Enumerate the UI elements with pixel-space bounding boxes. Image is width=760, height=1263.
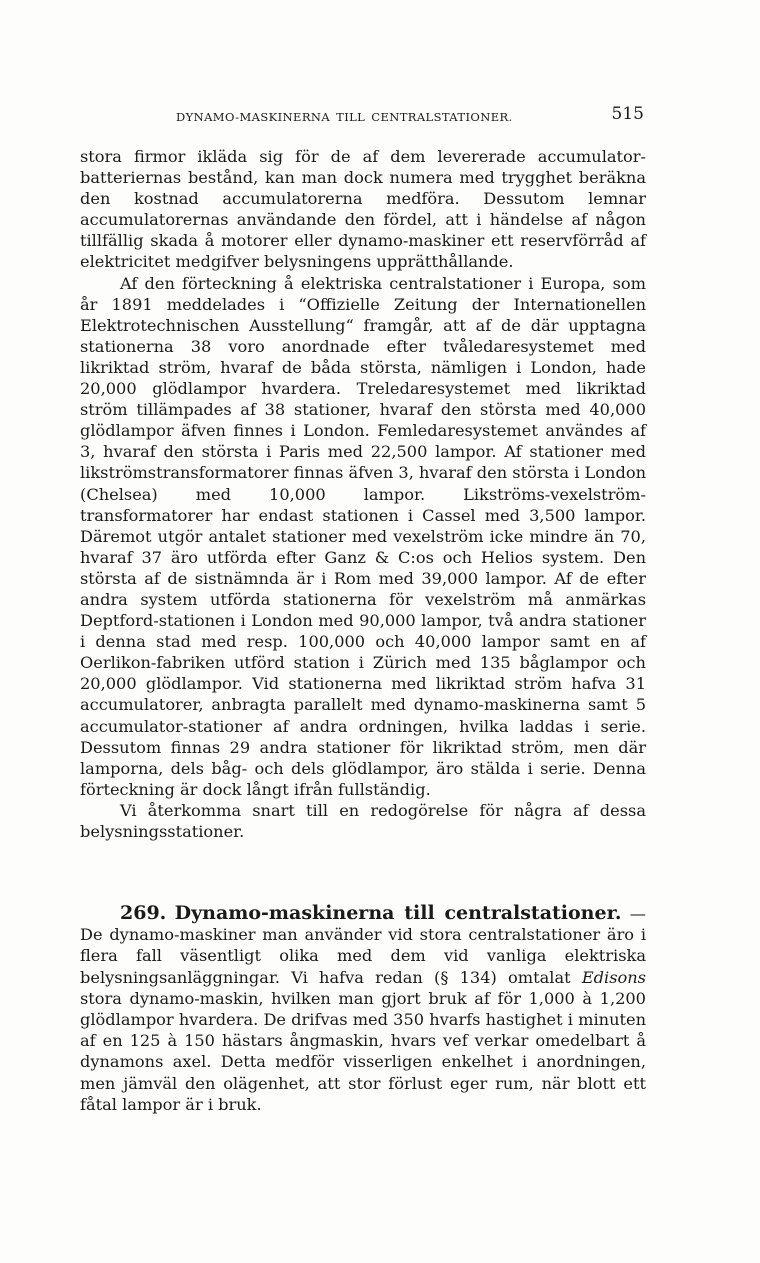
section-paragraph — [80, 903, 646, 1115]
section-text-start: De dynamo-maskiner man använder vid stora centralstationer äro i flera fall väsentligt olika med dem vid vanliga elektriska belysningsanläggningar. Vi hafva redan (§ 134) omtalat — [80, 925, 646, 987]
paragraph-return-note: Vi återkomma snart till en redogörelse för några af dessa belysningsstationer. — [80, 800, 646, 841]
paragraph-centralstations-list: Af den förteckning å elektriska centralstationer i Europa, som år 1891 meddelades i “Offizielle Zeitung der Internationellen Elektrotechnischen Ausstellung“ framgår, att af de där upptagna stationerna 38 voro anordnade efter tvåledaresystemet med likriktad ström, hvaraf de båda största, nämligen i London, hade 20,000 glödlampor hvardera. Treledaresystemet med likriktad ström tillämpades af 38 stationer, hvaraf den största med 40,000 glödlampor äfven finnes i London. Femledaresystemet användes af 3, hvaraf den största i Paris med 22,500 lampor. Af stationer med likströmstransformatorer finnas äfven 3, hvaraf den största i London (Chelsea) med 10,000 lampor. Likströms-vexelström-transformatorer har endast stationen i Cassel med 3,500 lampor. Däremot utgör antalet stationer med vexelström icke mindre än 70, hvaraf 37 äro utförda efter Ganz & C:os och Helios system. Den största af de sistnämnda är i Rom med 39,000 lampor. Af de efter andra system utförda stationerna för vexelström må anmärkas Deptford-stationen i London med 90,000 lampor, två andra stationer i denna stad med resp. 100,000 och 40,000 lampor samt en af Oerlikon-fabriken utförd station i Zürich med 135 båglampor och 20,000 glödlampor. Vid stationerna med likriktad ström hafva 31 accumulatorer, anbragta parallelt med dynamo-maskinerna samt 5 accumulator-stationer af andra ordningen, hvilka laddas i serie. Dessutom finnas 29 andra stationer för likriktad ström, men där lamporna, dels båg- och dels glödlampor, äro stälda i serie. Denna förteckning är dock långt ifrån fullständig. — [80, 273, 646, 799]
page-header — [80, 104, 646, 128]
italic-name-edisons: Edisons — [581, 967, 646, 987]
page-number: 515 — [611, 104, 644, 124]
section-text-end: stora dynamo-maskin, hvilken man gjort bruk af för 1,000 à 1,200 glödlampor hvardera. De drifvas med 350 hvarfs hastighet i minuten af en 125 à 150 hästars ångmaskin, hvars vef verkar omedelbart å dynamons axel. Detta medför visserligen enkelhet i anordningen, men jämväl den olägenhet, att stor förlust eger rum, när blott ett fåtal lampor är i bruk. — [80, 988, 646, 1114]
paragraph-continuation: stora firmor ikläda sig för de af dem levererade accumulator-batteriernas bestånd, kan man dock numera med trygghet beräkna den kostnad accumulatorerna medföra. Dessutom lemnar accumulatorernas användande den fördel, att i händelse af någon tillfällig skada å motorer eller dynamo-maskiner ett reservförråd af elektricitet medgifver belysningens upprätthållande. — [80, 147, 646, 272]
section-number: 269. — [120, 902, 167, 924]
section-title: Dynamo-maskinerna till centralstationer. — [174, 902, 622, 924]
section-269 — [80, 903, 646, 1115]
running-head: DYNAMO-MASKINERNA TILL CENTRALSTATIONER. — [176, 110, 513, 124]
section-dash: — — [621, 904, 646, 923]
body-text — [80, 146, 646, 842]
